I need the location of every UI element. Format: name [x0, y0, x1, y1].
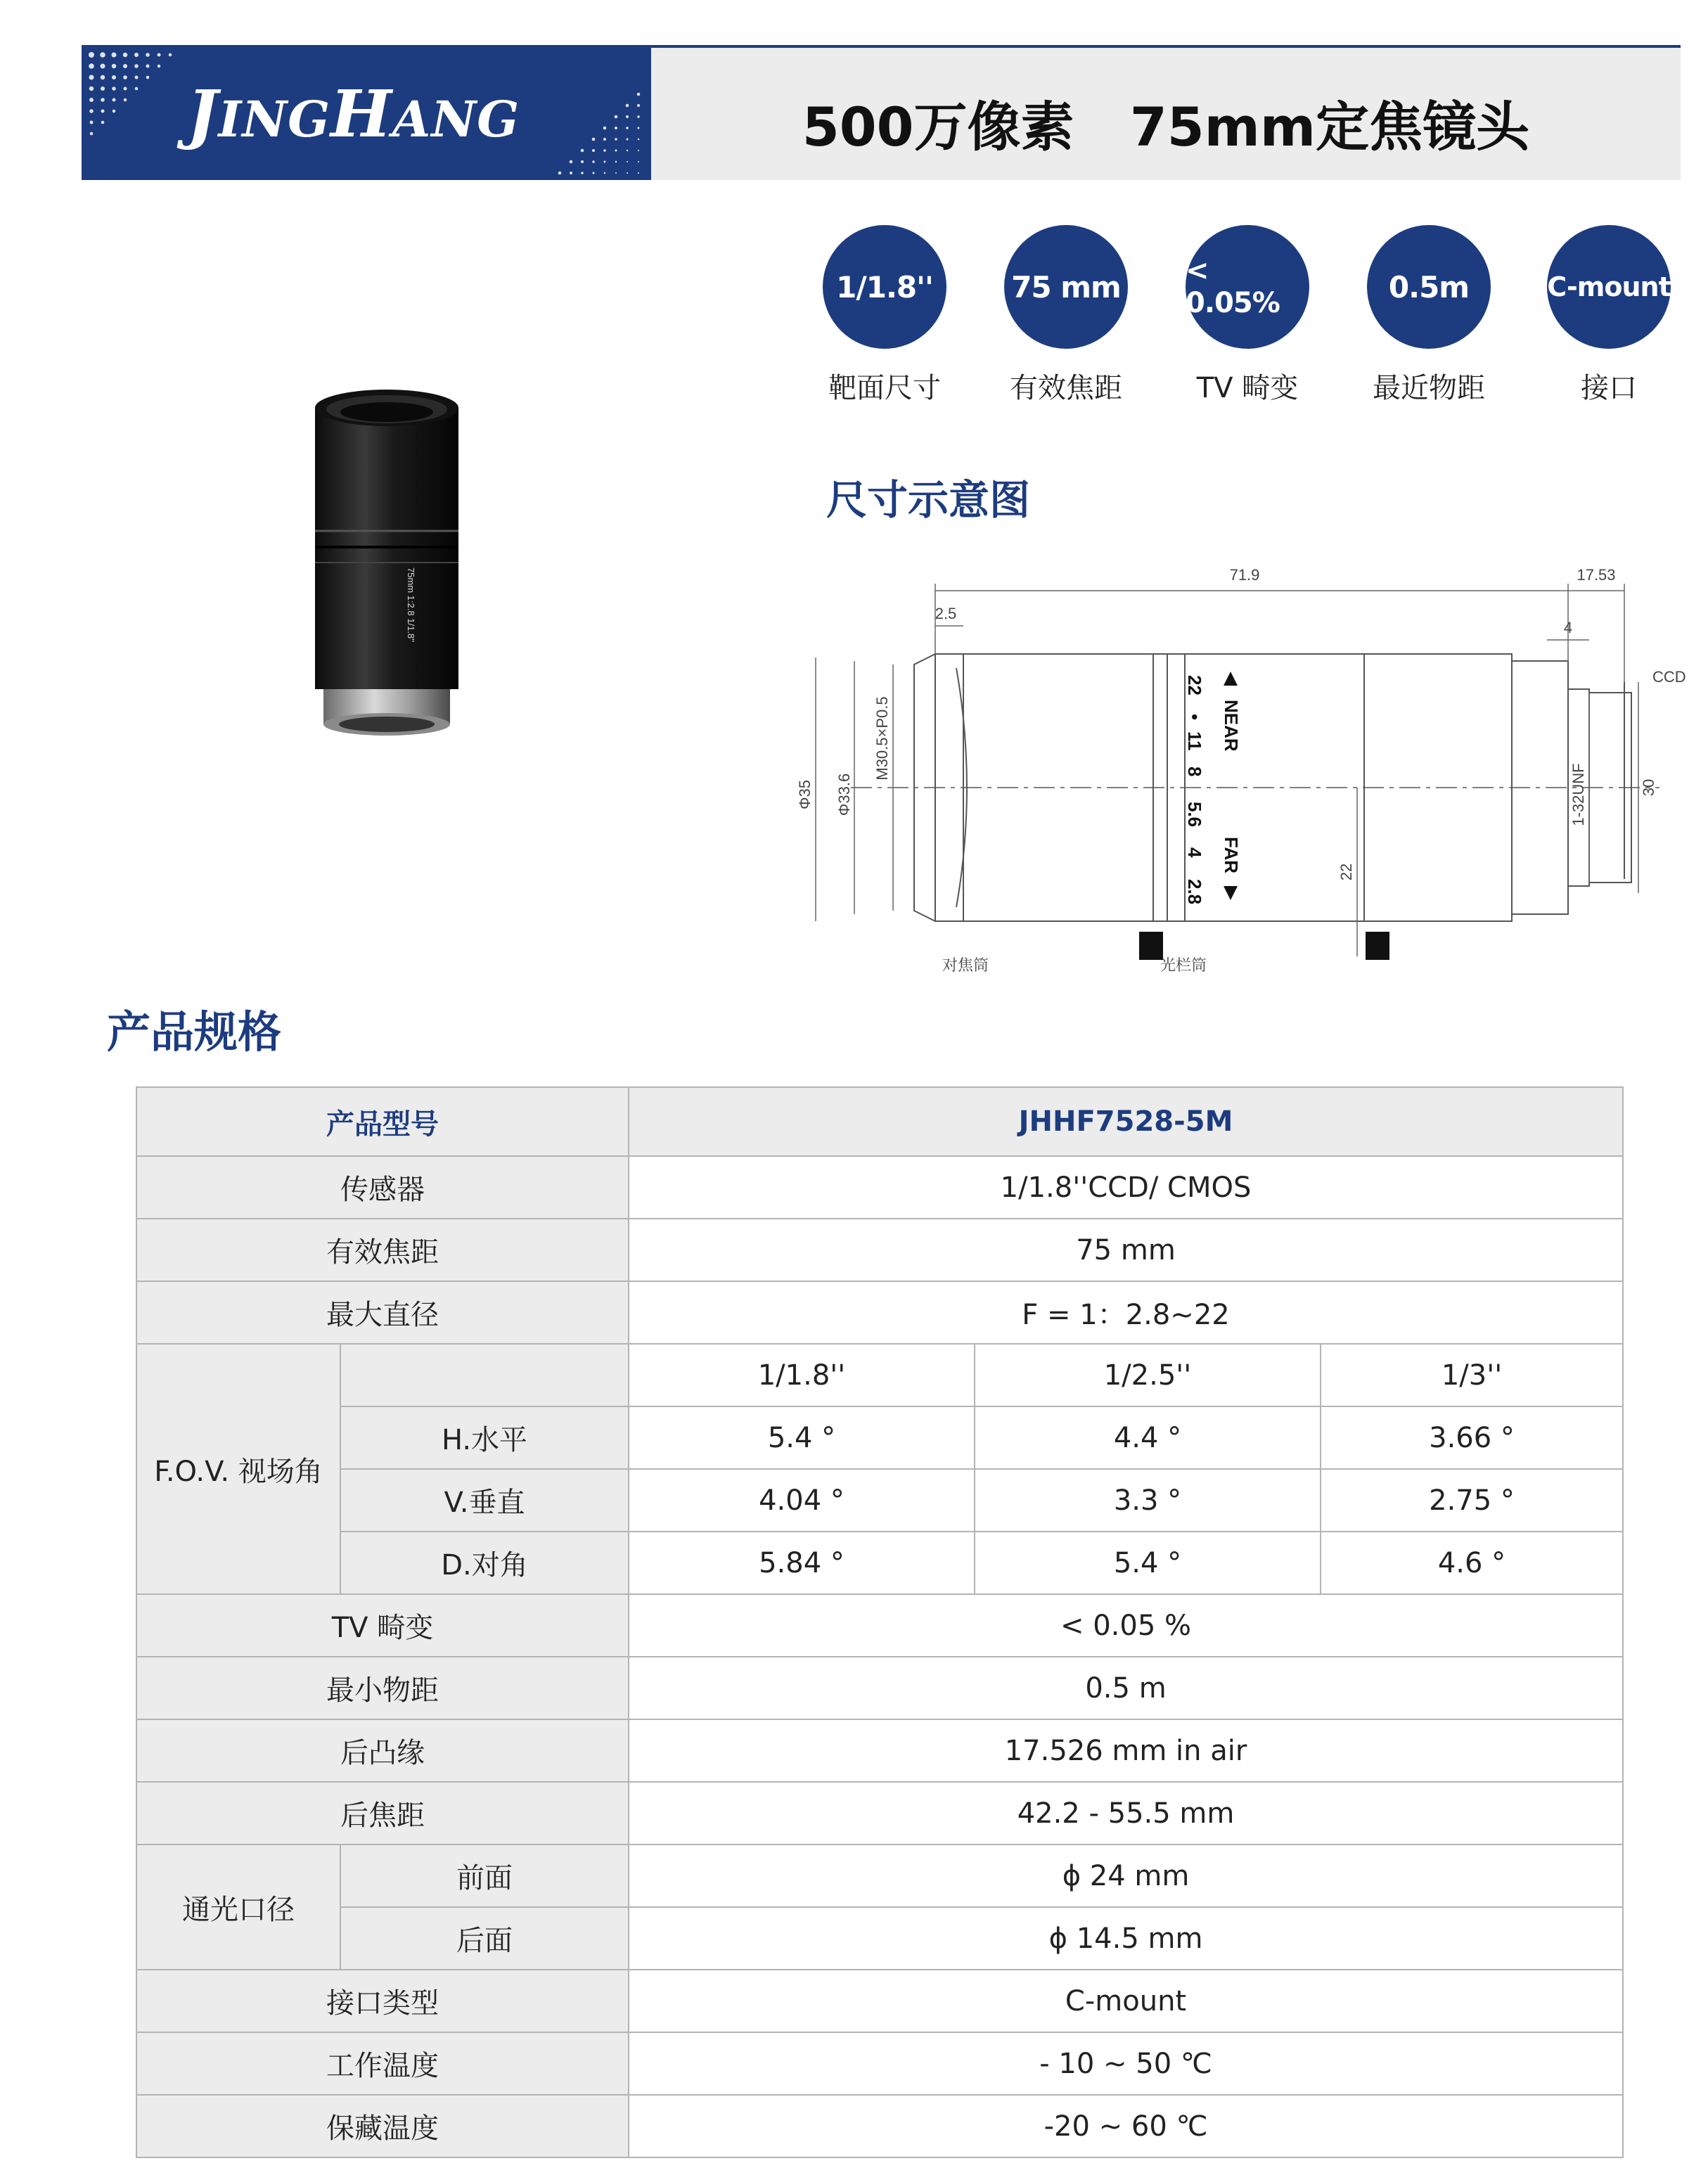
fov-d-3: 4.6 ° — [1321, 1532, 1623, 1594]
page-header — [82, 45, 1681, 180]
table-row — [136, 1156, 1623, 1219]
dim-rear-step: 4 — [1563, 619, 1573, 636]
f-scale-2-8: 2.8 — [1184, 879, 1205, 905]
focal-label: 有效焦距 — [136, 1219, 629, 1281]
f-scale-5-6: 5.6 — [1184, 802, 1205, 828]
f-scale-dot: • — [1184, 714, 1205, 721]
table-row — [136, 1344, 1623, 1406]
dim-front-step: 2.5 — [935, 605, 957, 622]
dim-back-length: 17.53 — [1577, 566, 1616, 584]
lens-engraving: 75mm 1:2.8 1/1.8'' — [406, 567, 416, 643]
fov-corner-cell — [340, 1344, 629, 1406]
dim-dia-outer: Φ35 — [796, 779, 814, 810]
fov-h-2: 4.4 ° — [975, 1406, 1321, 1469]
bfl-label: 后焦距 — [136, 1782, 629, 1844]
f-scale-8: 8 — [1184, 766, 1205, 777]
table-row — [136, 1594, 1623, 1657]
dimension-drawing — [795, 563, 1686, 984]
table-row — [136, 1219, 1623, 1281]
sttemp-label: 保藏温度 — [136, 2095, 629, 2157]
sttemp-value: -20 ~ 60 ℃ — [629, 2095, 1623, 2157]
fov-v-label: V.垂直 — [340, 1469, 629, 1532]
iris-ring-label: 光栏筒 — [1160, 956, 1207, 974]
table-row — [136, 1406, 1623, 1469]
badge-label-mount: 接口 — [1581, 372, 1637, 404]
badge-sensor-size: 1/1.8'' — [823, 225, 946, 349]
table-row — [136, 1970, 1623, 2032]
sensor-label: 传感器 — [136, 1156, 629, 1219]
fov-v-1: 4.04 ° — [629, 1469, 975, 1532]
far-mark: FAR — [1221, 837, 1242, 873]
badge-mount: C-mount — [1547, 225, 1671, 349]
badge-focal-length: 75 mm — [1004, 225, 1128, 349]
fov-size-2: 1/2.5'' — [975, 1344, 1321, 1406]
badge-label-min-distance: 最近物距 — [1373, 372, 1485, 404]
model-value: JHHF7528-5M — [629, 1087, 1623, 1156]
optemp-value: - 10 ~ 50 ℃ — [629, 2032, 1623, 2095]
spec-table — [136, 1086, 1624, 2158]
clear-aperture-rear-value: ϕ 14.5 mm — [629, 1907, 1623, 1970]
table-row — [136, 1844, 1623, 1907]
fov-size-1: 1/1.8'' — [629, 1344, 975, 1406]
fov-v-3: 2.75 ° — [1321, 1469, 1623, 1532]
clear-aperture-label: 通光口径 — [136, 1844, 340, 1970]
fov-label: F.O.V. 视场角 — [136, 1344, 340, 1594]
fov-d-2: 5.4 ° — [975, 1532, 1321, 1594]
dim-thread: M30.5×P0.5 — [873, 696, 891, 781]
dim-dia-inner: Φ33.6 — [835, 773, 853, 816]
clear-aperture-front-label: 前面 — [340, 1844, 629, 1907]
table-row — [136, 1087, 1623, 1156]
dim-total-length: 71.9 — [1229, 566, 1260, 584]
tv-label: TV 畸变 — [136, 1594, 629, 1657]
mod-label: 最小物距 — [136, 1657, 629, 1719]
focal-value: 75 mm — [629, 1219, 1623, 1281]
lens-product-image — [302, 387, 471, 752]
aperture-value: F = 1：2.8~22 — [629, 1281, 1623, 1344]
fov-d-1: 5.84 ° — [629, 1532, 975, 1594]
aperture-label: 最大直径 — [136, 1281, 629, 1344]
sensor-value: 1/1.8''CCD/ CMOS — [629, 1156, 1623, 1219]
clear-aperture-front-value: ϕ 24 mm — [629, 1844, 1623, 1907]
fov-v-2: 3.3 ° — [975, 1469, 1321, 1532]
fov-h-label: H.水平 — [340, 1406, 629, 1469]
table-row — [136, 2095, 1623, 2157]
flange-label: 后凸缘 — [136, 1719, 629, 1782]
dim-ccd: CCD — [1652, 668, 1686, 686]
badge-label-tv-distortion: TV 畸变 — [1196, 372, 1299, 404]
model-label: 产品型号 — [136, 1087, 629, 1156]
fov-size-3: 1/3'' — [1321, 1344, 1623, 1406]
badge-label-focal-length: 有效焦距 — [1010, 372, 1122, 404]
dim-mount-dia: 30 — [1640, 778, 1657, 797]
table-row — [136, 2032, 1623, 2095]
bfl-value: 42.2 - 55.5 mm — [629, 1782, 1623, 1844]
table-row — [136, 1719, 1623, 1782]
badge-min-distance: 0.5m — [1367, 225, 1491, 349]
mod-value: 0.5 m — [629, 1657, 1623, 1719]
badge-tv-distortion: < 0.05% — [1186, 225, 1309, 349]
flange-value: 17.526 mm in air — [629, 1719, 1623, 1782]
spec-section-title: 产品规格 — [107, 1006, 282, 1058]
f-scale-22: 22 — [1184, 675, 1205, 695]
title-bar — [651, 45, 1681, 180]
badge-label-sensor-size: 靶面尺寸 — [828, 372, 941, 404]
table-row — [136, 1782, 1623, 1844]
fov-h-3: 3.66 ° — [1321, 1406, 1623, 1469]
dim-screw-height: 22 — [1337, 863, 1355, 881]
table-row — [136, 1469, 1623, 1532]
f-scale-4: 4 — [1184, 847, 1205, 858]
table-row — [136, 1907, 1623, 1970]
focus-ring-label: 对焦筒 — [942, 956, 989, 974]
near-mark: NEAR — [1221, 700, 1242, 752]
f-scale-11: 11 — [1184, 731, 1205, 751]
fov-h-1: 5.4 ° — [629, 1406, 975, 1469]
table-row — [136, 1532, 1623, 1594]
mount-label: 接口类型 — [136, 1970, 629, 2032]
brand-logo — [82, 45, 651, 180]
dimension-section-title: 尺寸示意图 — [826, 476, 1031, 524]
dim-mount-thread: 1-32UNF — [1569, 763, 1587, 826]
fov-d-label: D.对角 — [340, 1532, 629, 1594]
table-row — [136, 1281, 1623, 1344]
page-title: 500万像素 75mm定焦镜头 — [802, 96, 1530, 158]
clear-aperture-rear-label: 后面 — [340, 1907, 629, 1970]
brand-wordmark: JINGHANG — [187, 76, 520, 152]
optemp-label: 工作温度 — [136, 2032, 629, 2095]
mount-value: C-mount — [629, 1970, 1623, 2032]
tv-value: < 0.05 % — [629, 1594, 1623, 1657]
table-row — [136, 1657, 1623, 1719]
